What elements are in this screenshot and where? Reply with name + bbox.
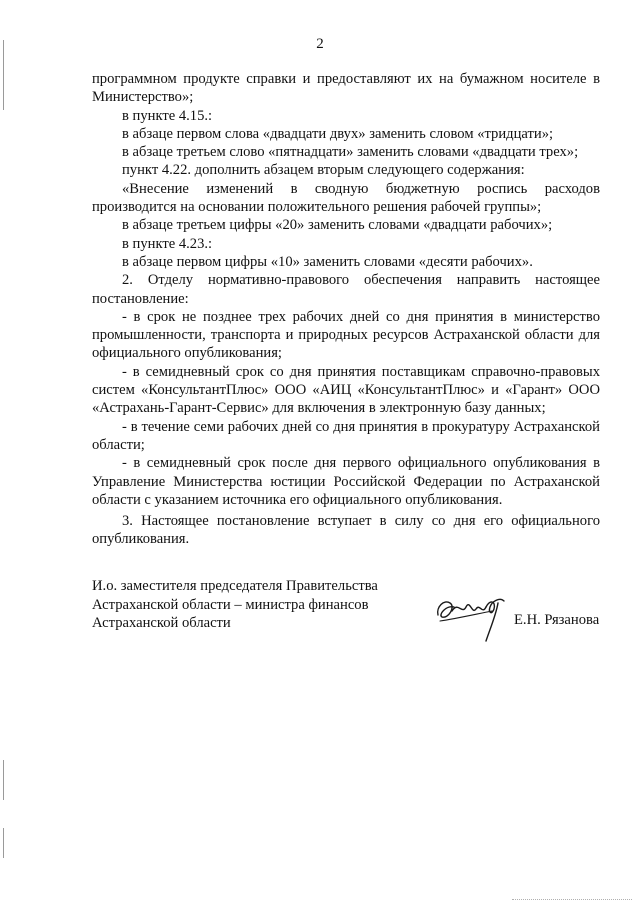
paragraph: 3. Настоящее постановление вступает в силу со дня его официального опубликования.	[92, 513, 600, 548]
paragraph: в абзаце первом слова «двадцати двух» заменить словом «тридцати»;	[122, 125, 554, 142]
handwritten-signature	[432, 585, 518, 645]
paragraph: «Внесение изменений в сводную бюджетную роспись расходов производится на основании положительного решения рабочей группы»;	[92, 180, 600, 216]
paragraph: - в срок не позднее трех рабочих дней со дня принятия в министерство промышленности, транспорта и природных ресурсов Астраханской области для официального опубликования;	[92, 308, 600, 362]
signatory-position-line: Астраханской области	[92, 615, 231, 631]
paragraph: - в семидневный срок после дня первого официального опубликования в Управление Министерства юстиции Российской Федерации по Астраханской области с указанием источника его официального опубликования.	[92, 455, 600, 508]
scan-edge-mark	[512, 899, 632, 902]
signatory-position-line: И.о. заместителя председателя Правительства	[92, 578, 378, 594]
paragraph: в абзаце третьем слово «пятнадцати» заменить словами «двадцати трех»;	[122, 144, 579, 161]
signature-block	[92, 577, 612, 657]
paragraph: программном продукте справки и предоставляют их на бумажном носителе в Министерство»;	[92, 71, 600, 106]
paragraph: в пункте 4.23.:	[122, 235, 213, 252]
paragraph: 2. Отделу нормативно-правового обеспечения направить настоящее постановление:	[92, 272, 600, 307]
scan-edge-mark	[3, 760, 4, 800]
signatory-name: Е.Н. Рязанова	[514, 612, 600, 628]
paragraph: - в семидневный срок со дня принятия поставщикам справочно-правовых систем «КонсультантПлюс» ООО «АИЦ «КонсультантПлюс» и «Гарант» ООО «Астрахань-Гарант-Сервис» для включения в электронную базу данных;	[92, 363, 600, 417]
scan-edge-mark	[3, 828, 4, 858]
document-body	[92, 70, 600, 549]
paragraph: в пункте 4.15.:	[122, 107, 213, 124]
page-number: 2	[316, 36, 324, 52]
signatory-position-line: Астраханской области – министра финансов	[92, 596, 369, 613]
paragraph: - в течение семи рабочих дней со дня принятия в прокуратуру Астраханской области;	[92, 418, 600, 453]
paragraph: в абзаце третьем цифры «20» заменить словами «двадцати рабочих»;	[122, 217, 553, 234]
paragraph: пункт 4.22. дополнить абзацем вторым следующего содержания:	[122, 162, 525, 179]
paragraph: в абзаце первом цифры «10» заменить словами «десяти рабочих».	[122, 253, 533, 270]
scan-edge-mark	[3, 40, 4, 110]
